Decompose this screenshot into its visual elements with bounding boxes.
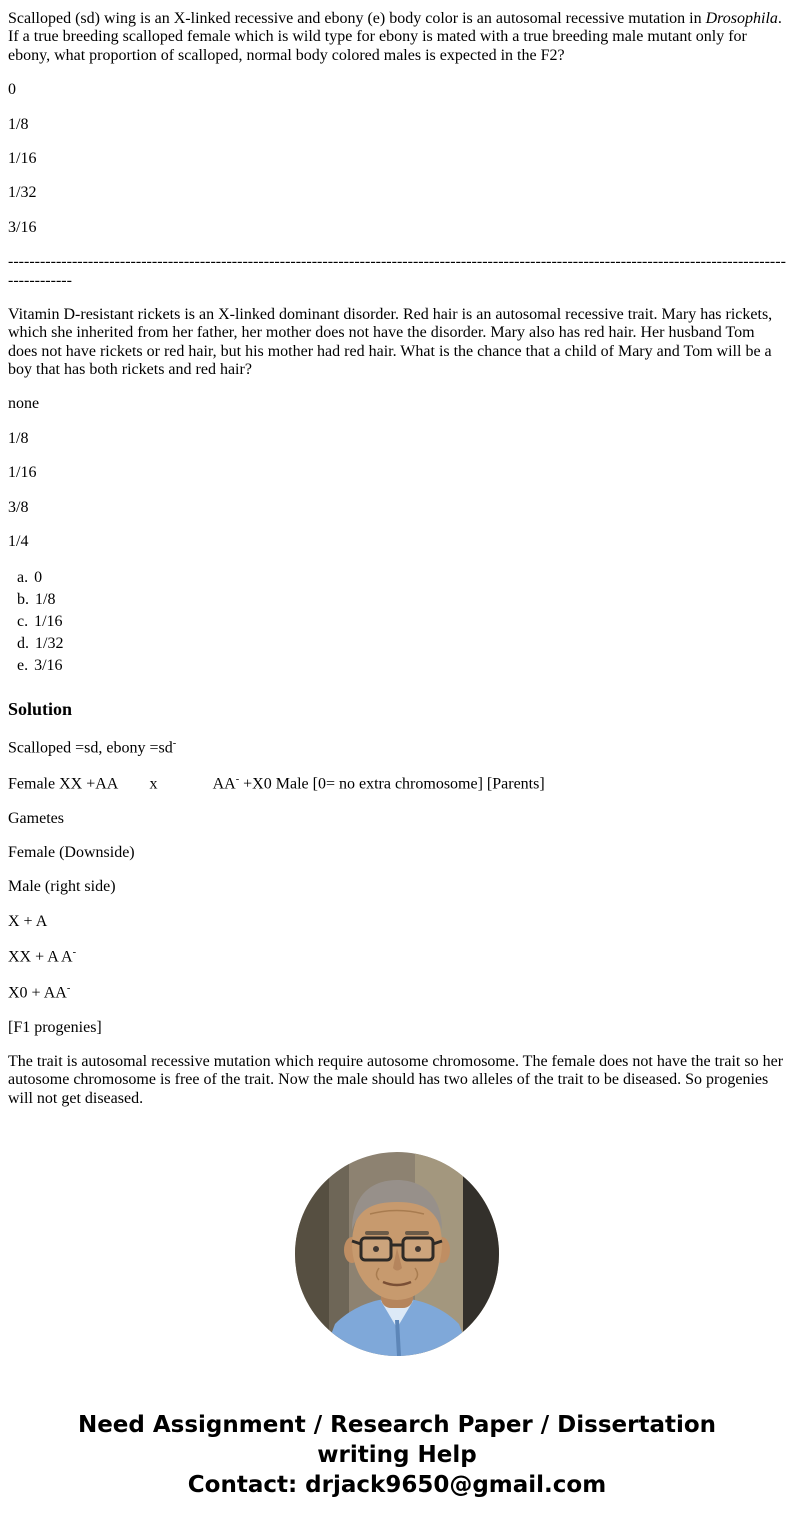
question-1-option-2: 1/8 xyxy=(8,115,29,133)
choice-letter: e. xyxy=(17,657,29,675)
definition-base: Scalloped =sd, ebony =sd xyxy=(8,739,173,757)
choice-text: 1/32 xyxy=(35,635,64,653)
gamete-cross-3 xyxy=(8,983,786,1003)
question-2-option-5: 1/4 xyxy=(8,533,29,551)
choice-text: 3/16 xyxy=(34,657,63,675)
footer-contact-email: Contact: drjack9650@gmail.com xyxy=(187,1471,607,1498)
choice-text: 1/8 xyxy=(35,591,56,609)
footer-cta xyxy=(8,1410,786,1500)
question-2-option-1: none xyxy=(8,395,40,413)
cross-2-base: XX + A A xyxy=(8,948,73,966)
male-label: Male (right side) xyxy=(8,878,116,896)
footer-line-2: writing Help xyxy=(317,1441,477,1468)
answer-choice-c xyxy=(17,611,786,633)
choice-text: 1/16 xyxy=(34,613,63,631)
parents-part-2: +X0 Male [0= no extra chromosome] [Parents] xyxy=(239,775,545,793)
gamete-cross-1: X + A xyxy=(8,912,48,930)
parents-superscript: - xyxy=(235,773,240,785)
answer-choice-e xyxy=(17,655,786,677)
question-1-option-5: 3/16 xyxy=(8,218,37,236)
question-1-option-4: 1/32 xyxy=(8,184,37,202)
question-1-option-1: 0 xyxy=(8,81,16,99)
choice-text: 0 xyxy=(34,569,43,587)
question-1 xyxy=(8,10,786,65)
tutor-photo xyxy=(8,1152,786,1361)
question-2-option-2: 1/8 xyxy=(8,429,29,447)
question-1-text-post: . If a true breeding scalloped female which is wild type for ebony is mated with a true breeding male mutant only for ebony, what proportion of scalloped, normal body colored males is expected in the F2? xyxy=(8,10,782,64)
gametes-label: Gametes xyxy=(8,809,64,827)
gamete-cross-2 xyxy=(8,947,786,967)
definition-superscript: - xyxy=(172,738,177,750)
choice-letter: c. xyxy=(17,613,29,631)
question-2-option-3: 1/16 xyxy=(8,464,37,482)
choice-letter: d. xyxy=(17,635,29,653)
tutor-avatar-image xyxy=(295,1152,499,1356)
question-1-option-3: 1/16 xyxy=(8,149,37,167)
footer-line-1: Need Assignment / Research Paper / Dissertation xyxy=(77,1411,717,1438)
section-divider: -------------------------------------------------------------------------------------------------------------------------------------------------------------- xyxy=(8,253,786,289)
question-1-text-pre: Scalloped (sd) wing is an X-linked recessive and ebony (e) body color is an autosomal recessive mutation in xyxy=(8,10,706,27)
question-1-species-italic: Drosophila xyxy=(705,10,778,27)
answer-choice-list xyxy=(8,567,786,677)
answer-choice-d xyxy=(17,633,786,655)
choice-letter: a. xyxy=(17,569,29,587)
solution-heading: Solution xyxy=(8,699,73,720)
answer-choice-a xyxy=(17,567,786,589)
choice-letter: b. xyxy=(17,591,29,609)
cross-3-superscript: - xyxy=(66,982,71,994)
cross-2-superscript: - xyxy=(72,947,77,959)
question-2: Vitamin D-resistant rickets is an X-linked dominant disorder. Red hair is an autosomal recessive trait. Mary has rickets, which she inherited from her father, her mother does not have the disorder. Mary also has red hair. Her husband Tom does not have rickets or red hair, but his mother had red hair. What is the chance that a child of Mary and Tom will be a boy that has both rickets and red hair? xyxy=(8,305,773,379)
parents-part-1: Female XX +AA x AA xyxy=(8,775,236,793)
solution-definition-line xyxy=(8,738,786,758)
cross-3-base: X0 + AA xyxy=(8,984,67,1002)
parents-cross-line xyxy=(8,774,786,794)
f1-progenies-label: [F1 progenies] xyxy=(8,1018,102,1036)
solution-explanation: The trait is autosomal recessive mutation which require autosome chromosome. The female does not have the trait so her autosome chromosome is free of the trait. Now the male should has two alleles of the trait to be diseased. So progenies will not get diseased. xyxy=(8,1052,784,1107)
answer-choice-b xyxy=(17,589,786,611)
question-2-option-4: 3/8 xyxy=(8,498,29,516)
female-label: Female (Downside) xyxy=(8,843,135,861)
